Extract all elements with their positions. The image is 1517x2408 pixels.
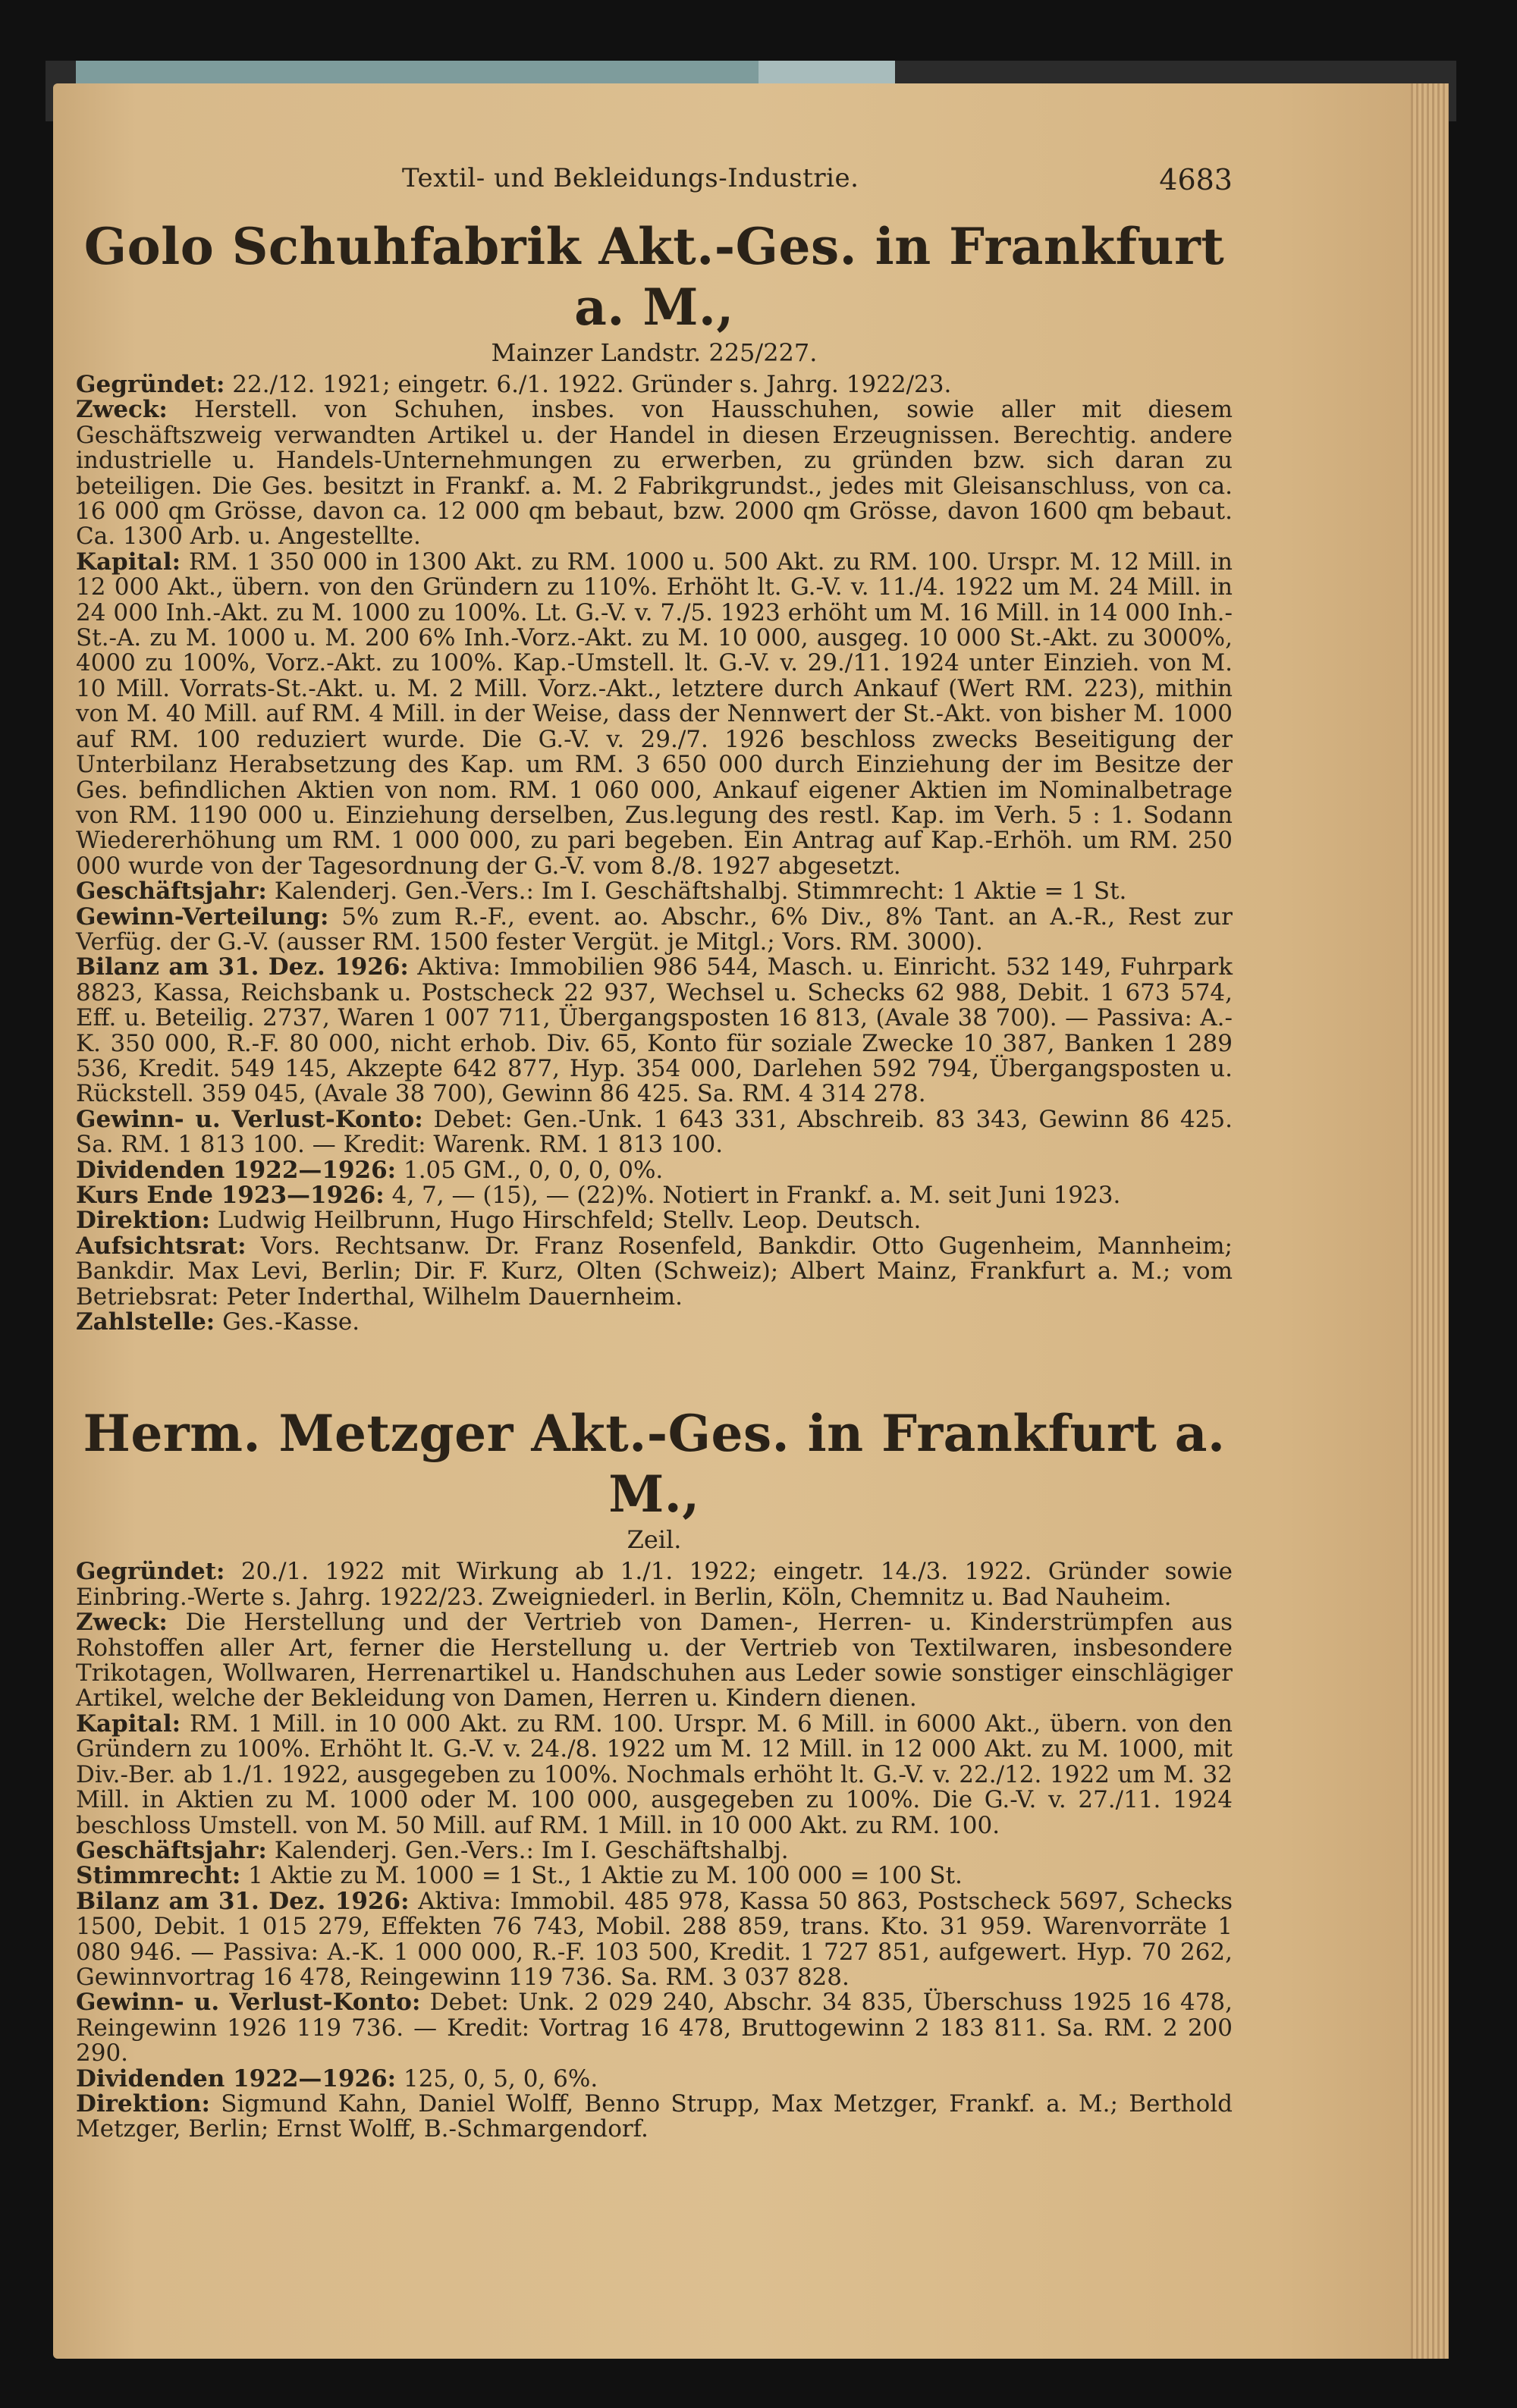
section-gap	[76, 1335, 1233, 1396]
company-entry-golo	[76, 216, 1233, 1335]
paragraph-capital: Kapital: RM. 1 Mill. in 10 000 Akt. zu RM. 100. Urspr. M. 6 Mill. in 6000 Akt., übern. von den Gründern zu 100%. Erhöht lt. G.-V. v. 24./8. 1922 um M. 12 Mill. in 12 000 Akt. zu M. 1000, mit Div.-Ber. ab 1./1. 1922, ausgegeben zu 100%. Nochmals erhöht lt. G.-V. v. 22./12. 1922 um M. 32 Mill. in Aktien zu M. 1000 oder M. 100 000, ausgegeben zu 100%. Die G.-V. v. 27./11. 1924 beschloss Umstell. von M. 50 Mill. auf RM. 1 Mill. in 10 000 Akt. zu RM. 100.	[76, 1709, 1233, 1839]
paragraph-profit-loss: Gewinn- u. Verlust-Konto: Debet: Gen.-Unk. 1 643 331, Abschreib. 83 343, Gewinn 86 425. Sa. RM. 1 813 100. — Kredit: Warenk. RM. 1 813 100.	[76, 1105, 1233, 1159]
paragraph-dividends: Dividenden 1922—1926: 125, 0, 5, 0, 6%.	[76, 2064, 598, 2092]
page-edges	[1411, 83, 1449, 2359]
paragraph-dividends: Dividenden 1922—1926: 1.05 GM., 0, 0, 0, 0%.	[76, 1156, 664, 1184]
company-title: Herm. Metzger Akt.-Ges. in Frankfurt a. M.,	[83, 1404, 1226, 1524]
paragraph-purpose: Zweck: Herstell. von Schuhen, insbes. von Hausschuhen, sowie aller mit diesem Geschäftszweig verwandten Artikel u. der Handel in diesen Erzeugnissen. Berechtig. andere industrielle u. Handels-Unternehmungen zu erwerben, zu gründen bzw. sich daran zu beteiligen. Die Ges. besitzt in Frankf. a. M. 2 Fabrikgrundst., jedes mit Gleisanschluss, von ca. 16 000 qm Grösse, davon ca. 12 000 qm bebaut, bzw. 2000 qm Grösse, davon 1600 qm bebaut. Ca. 1300 Arb. u. Angestellte.	[76, 396, 1233, 551]
paragraph-management: Direktion: Sigmund Kahn, Daniel Wolff, Benno Strupp, Max Metzger, Frankf. a. M.; Berthold Metzger, Berlin; Ernst Wolff, B.-Schmargendorf.	[76, 2089, 1233, 2143]
paragraph-founded: Gegründet: 20./1. 1922 mit Wirkung ab 1./1. 1922; eingetr. 14./3. 1922. Gründer sowie Einbring.-Werte s. Jahrg. 1922/23. Zweigniederl. in Berlin, Köln, Chemnitz u. Bad Nauheim.	[76, 1558, 1233, 1611]
paragraph-voting-right: Stimmrecht: 1 Aktie zu M. 1000 = 1 St., 1 Aktie zu M. 100 000 = 100 St.	[76, 1862, 963, 1890]
paragraph-capital: Kapital: RM. 1 350 000 in 1300 Akt. zu RM. 1000 u. 500 Akt. zu RM. 100. Urspr. M. 12 Mill. in 12 000 Akt., übern. von den Gründern zu 110%. Erhöht lt. G.-V. v. 11./4. 1922 um M. 24 Mill. in 24 000 Inh.-Akt. zu M. 1000 zu 100%. Lt. G.-V. v. 7./5. 1923 erhöht um M. 16 Mill. in 14 000 Inh.-St.-A. zu M. 1000 u. M. 200 6% Inh.-Vorz.-Akt. zu M. 10 000, ausgeg. 10 000 St.-Akt. zu 3000%, 4000 zu 100%, Vorz.-Akt. zu 100%. Kap.-Umstell. lt. G.-V. v. 29./11. 1924 unter Einzieh. von M. 10 Mill. Vorrats-St.-Akt. u. M. 2 Mill. Vorz.-Akt., letztere durch Ankauf (Wert RM. 223), mithin von M. 40 Mill. auf RM. 4 Mill. in der Weise, dass der Nennwert der St.-Akt. von bisher M. 1000 auf RM. 100 reduziert wurde. Die G.-V. v. 29./7. 1926 beschloss zwecks Beseitigung der Unterbilanz Herabsetzung des Kap. um RM. 3 650 000 durch Einziehung der im Besitze der Ges. befindlichen Aktien von nom. RM. 1 060 000, Ankauf eigener Aktien im Nominalbetrage von RM. 1190 000 u. Einziehung derselben, Zus.legung des restl. Kap. im Verh. 5 : 1. Sodann Wiedererhöhung um RM. 1 000 000, zu pari begeben. Ein Antrag auf Kap.-Erhöh. um RM. 250 000 wurde von der Tagesordnung der G.-V. vom 8./8. 1927 abgesetzt.	[76, 548, 1233, 880]
paragraph-fiscal-year: Geschäftsjahr: Kalenderj. Gen.-Vers.: Im I. Geschäftshalbj. Stimmrecht: 1 Aktie = 1 St.	[76, 877, 1127, 906]
paragraph-quotes: Kurs Ende 1923—1926: 4, 7, — (15), — (22)%. Notiert in Frankf. a. M. seit Juni 1923.	[76, 1182, 1121, 1209]
paragraph-profit-distribution: Gewinn-Verteilung: 5% zum R.-F., event. ao. Abschr., 6% Div., 8% Tant. an A.-R., Rest zur Verfüg. der G.-V. (ausser RM. 1500 fester Vergüt. je Mitgl.; Vors. RM. 3000).	[76, 903, 1233, 956]
paragraph-purpose: Zweck: Die Herstellung und der Vertrieb von Damen-, Herren- u. Kinderstrümpfen aus Rohstoffen aller Art, ferner die Herstellung u. der Vertrieb von Textilwaren, insbesondere Trikotagen, Wollwaren, Herrenartikel u. Handschuhen aus Leder sowie sonstiger einschlägiger Artikel, welche der Bekleidung von Damen, Herren u. Kindern dienen.	[76, 1609, 1233, 1713]
paragraph-balance: Bilanz am 31. Dez. 1926: Aktiva: Immobil. 485 978, Kassa 50 863, Postscheck 5697, Schecks 1500, Debit. 1 015 279, Effekten 76 743, Mobil. 288 859, trans. Kto. 31 959. Warenvorräte 1 080 946. — Passiva: A.-K. 1 000 000, R.-F. 103 500, Kredit. 1 727 851, aufgewert. Hyp. 70 262, Gewinnvortrag 16 478, Reingewinn 119 736. Sa. RM. 3 037 828.	[76, 1887, 1233, 1991]
paragraph-founded: Gegründet: 22./12. 1921; eingetr. 6./1. 1922. Gründer s. Jahrg. 1922/23.	[76, 371, 952, 398]
paragraph-supervisory-board: Aufsichtsrat: Vors. Rechtsanw. Dr. Franz Rosenfeld, Bankdir. Otto Gugenheim, Mannheim; Bankdir. Max Levi, Berlin; Dir. F. Kurz, Olten (Schweiz); Albert Mainz, Frankfurt a. M.; vom Betriebsrat: Peter Inderthal, Wilhelm Dauernheim.	[76, 1232, 1233, 1311]
page-number: 4683	[1159, 163, 1233, 196]
company-address: Zeil.	[627, 1525, 682, 1555]
company-title: Golo Schuhfabrik Akt.-Ges. in Frankfurt a. M.,	[83, 217, 1225, 337]
company-entry-metzger	[76, 1403, 1233, 2142]
page-content	[76, 163, 1233, 2143]
paragraph-paying-agent: Zahlstelle: Ges.-Kasse.	[76, 1308, 360, 1336]
paragraph-fiscal-year: Geschäftsjahr: Kalenderj. Gen.-Vers.: Im I. Geschäftshalbj.	[76, 1836, 789, 1864]
company-address: Mainzer Landstr. 225/227.	[491, 338, 818, 367]
paragraph-management: Direktion: Ludwig Heilbrunn, Hugo Hirschfeld; Stellv. Leop. Deutsch.	[76, 1207, 922, 1235]
paragraph-balance: Bilanz am 31. Dez. 1926: Aktiva: Immobilien 986 544, Masch. u. Einricht. 532 149, Fuhrpark 8823, Kassa, Reichsbank u. Postscheck 22 937, Wechsel u. Schecks 62 988, Debit. 1 673 574, Eff. u. Beteilig. 2737, Waren 1 007 711, Übergangsposten 16 813, (Avale 38 700). — Passiva: A.-K. 350 000, R.-F. 80 000, nicht erhob. Div. 65, Konto für soziale Zwecke 10 387, Banken 1 289 536, Kredit. 549 145, Akzepte 642 877, Hyp. 354 000, Darlehen 592 794, Übergangsposten u. Rückstell. 359 045, (Avale 38 700), Gewinn 86 425. Sa. RM. 4 314 278.	[76, 953, 1233, 1108]
paragraph-profit-loss: Gewinn- u. Verlust-Konto: Debet: Unk. 2 029 240, Abschr. 34 835, Überschuss 1925 16 478, Reingewinn 1926 119 736. — Kredit: Vortrag 16 478, Bruttogewinn 2 183 811. Sa. RM. 2 200 290.	[76, 1989, 1233, 2067]
running-header	[76, 163, 1233, 209]
running-title: Textil- und Bekleidungs-Industrie.	[402, 163, 859, 193]
